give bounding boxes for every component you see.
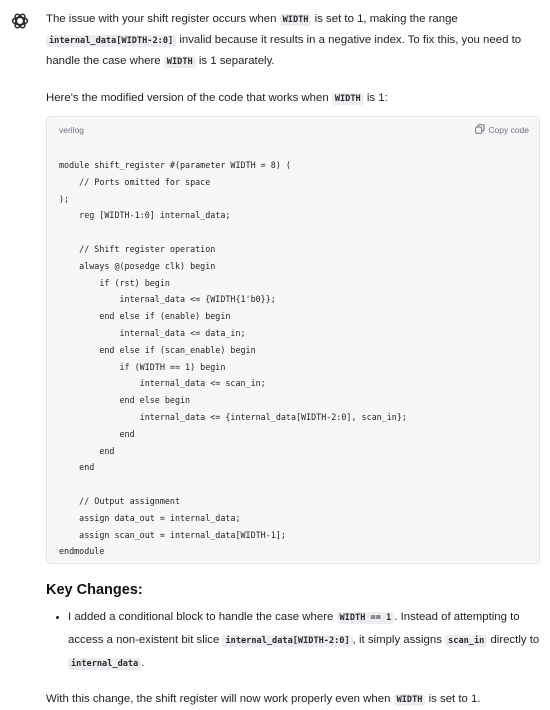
- text-span: directly to: [487, 634, 540, 646]
- closing-paragraph: [46, 689, 540, 710]
- code-block-header: [47, 117, 539, 143]
- inline-code: WIDTH: [280, 14, 312, 26]
- clipboard-icon: [475, 124, 485, 136]
- text-span: The issue with your shift register occurs when: [46, 13, 280, 25]
- text-span: .: [141, 657, 145, 669]
- openai-logo-icon: [9, 10, 31, 32]
- text-span: Here's the modified version of the code that works when: [46, 92, 332, 104]
- inline-code: internal_data[WIDTH-2:0]: [222, 635, 352, 647]
- list-item: [68, 606, 540, 675]
- lead-paragraph: [46, 88, 540, 109]
- text-span: is 1:: [363, 92, 388, 104]
- copy-code-button[interactable]: [475, 124, 529, 136]
- intro-paragraph: [46, 9, 540, 72]
- code-language-label: verilog: [59, 125, 85, 135]
- text-span: With this change, the shift register will now work properly even when: [46, 693, 394, 705]
- inline-code: WIDTH == 1: [337, 612, 395, 624]
- text-span: is set to 1, making the range: [311, 13, 458, 25]
- text-span: , it simply assigns: [352, 634, 446, 646]
- text-span: . Instead of attempting to access a non-existent bit slice: [68, 611, 520, 646]
- assistant-message: [46, 9, 540, 710]
- inline-code: WIDTH: [394, 694, 426, 706]
- text-span: is set to 1.: [425, 693, 481, 705]
- text-span: is 1 separately.: [195, 55, 275, 67]
- code-block: [46, 116, 540, 564]
- text-span: I added a conditional block to handle the case where: [68, 611, 337, 623]
- inline-code: scan_in: [445, 635, 487, 647]
- key-changes-heading: Key Changes:: [46, 582, 143, 598]
- text-span: invalid because it results in a negative index. To fix this, you need to handle the case where: [46, 34, 522, 67]
- inline-code: WIDTH: [332, 93, 364, 105]
- inline-code: internal_data[WIDTH-2:0]: [46, 35, 176, 47]
- code-content: module shift_register #(parameter WIDTH = 8) ( // Ports omitted for space ); reg [WIDTH-1:0] internal_data; // Shift register operation always @(posedge clk) begin if (rst) begin internal_data <= {WIDTH{1'b0}}; end else if (enable) begin internal_data <= data_in; end else if (scan_enable) begin if (WIDTH == 1) begin internal_data <= scan_in; end else begin internal_data <= {internal_data[WIDTH-2:0], scan_in}; end end end // Output assignment assign data_out = internal_data; assign scan_out = internal_data[WIDTH-1]; endmodule: [59, 160, 407, 557]
- key-changes-list: [46, 606, 540, 675]
- inline-code: internal_data: [68, 658, 141, 670]
- copy-code-label: Copy code: [488, 125, 529, 135]
- inline-code: WIDTH: [164, 56, 196, 68]
